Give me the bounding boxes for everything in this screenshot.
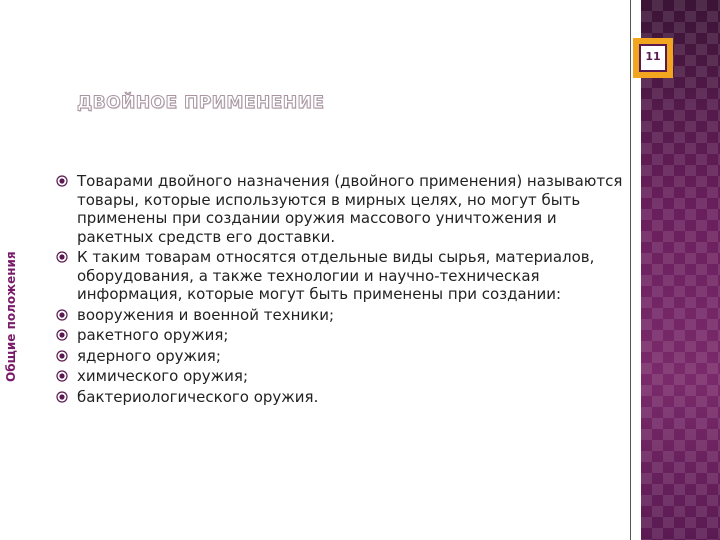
bullet-icon	[56, 391, 68, 403]
bullet-item-5	[50, 347, 635, 366]
bullet-list	[50, 172, 635, 408]
bullet-item-1	[50, 172, 635, 246]
section-label: Общие положения	[4, 251, 18, 382]
bullet-item-2	[50, 248, 635, 304]
bullet-text: К таким товарам относятся отдельные виды сырья, материалов, оборудования, а также технологии и научно-техническая информация, которые могут быть применены при создании:	[77, 248, 595, 303]
bullet-item-6	[50, 367, 635, 386]
bullet-icon	[56, 329, 68, 341]
bullet-text: вооружения и военной техники;	[77, 305, 335, 324]
bullet-icon	[56, 309, 68, 321]
bullet-icon	[56, 175, 68, 187]
decorative-side-panel	[641, 0, 720, 540]
bullet-text: бактериологического оружия.	[77, 387, 319, 406]
page-number-badge	[633, 38, 673, 78]
bullet-icon	[56, 251, 68, 263]
page-number-frame	[639, 44, 667, 72]
bullet-item-7	[50, 388, 635, 407]
bullet-icon	[56, 350, 68, 362]
bullet-item-3	[50, 306, 635, 325]
bullet-text: химического оружия;	[77, 367, 249, 385]
page-number: 11	[645, 50, 661, 63]
bullet-item-4	[50, 326, 635, 345]
slide-title: ДВОЙНОЕ ПРИМЕНЕНИЕ	[77, 93, 325, 113]
bullet-text: ядерного оружия;	[77, 346, 221, 365]
divider-line	[630, 0, 631, 540]
bullet-text: ракетного оружия;	[77, 326, 229, 344]
bullet-text: Товарами двойного назначения (двойного применения) называются товары, которые используются в мирных целях, но могут быть применены при создании оружия массового уничтожения и ракетных средств его доставки.	[77, 172, 623, 246]
bullet-icon	[56, 370, 68, 382]
